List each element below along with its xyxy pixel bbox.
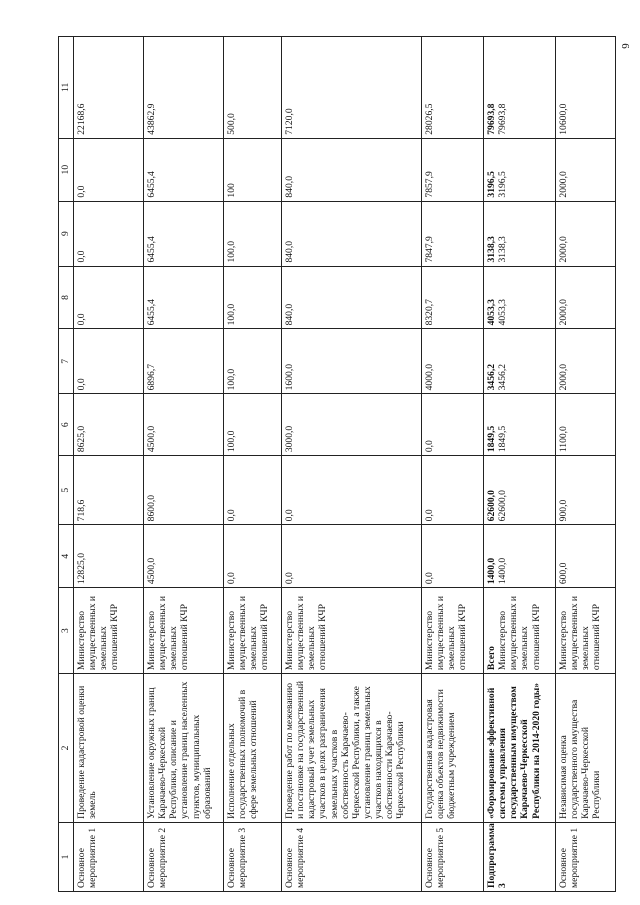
- funding-value: 22168,6: [74, 37, 144, 139]
- funding-value: 1600,0: [282, 329, 422, 394]
- funding-value: 840,0: [282, 201, 422, 266]
- funding-value: 2000,0: [556, 138, 616, 201]
- column-number: 5: [59, 456, 74, 525]
- table-row: [282, 37, 422, 892]
- activity-description: Независимая оценка государственного имущества Карачаево-Черкесской Республики: [556, 674, 616, 823]
- column-number: 9: [59, 201, 74, 266]
- activity-description: Проведение кадастровой оценки земель: [74, 674, 144, 823]
- activity-label: Основное мероприятие 4: [282, 822, 422, 891]
- budget-table: [58, 36, 616, 892]
- funding-value: 100: [224, 138, 282, 201]
- funding-value: 0,0: [282, 456, 422, 525]
- funding-value: 79693,8 79693,8: [484, 37, 556, 139]
- funding-value: 0,0: [422, 394, 484, 456]
- table-row: [484, 37, 556, 892]
- funding-value: 43862,9: [144, 37, 224, 139]
- table-row: [144, 37, 224, 892]
- activity-label: Основное мероприятие 5: [422, 822, 484, 891]
- activity-description: Проведение работ по межеванию и постановке на государственный кадастровый учет земельных участков в целях разграничения земельных участков в собственность Карачаево-Черкесской Республики, а также установление границ земельных участков находящихся в собственности Карачаево-Черкесской Республики: [282, 674, 422, 823]
- rotated-page: [58, 36, 610, 892]
- funding-value: 7857,9: [422, 138, 484, 201]
- funding-value: 2000,0: [556, 266, 616, 329]
- funding-value: 8625,0: [74, 394, 144, 456]
- funding-value: 6455,4: [144, 138, 224, 201]
- column-number: 8: [59, 266, 74, 329]
- funding-value: 840,0: [282, 138, 422, 201]
- column-number: 3: [59, 588, 74, 674]
- activity-label: Подпрограмма 3: [484, 822, 556, 891]
- table-row: [422, 37, 484, 892]
- activity-label: Основное мероприятие 1: [556, 822, 616, 891]
- column-number: 7: [59, 329, 74, 394]
- funding-value: 2000,0: [556, 201, 616, 266]
- funding-value: 1400,0 1400,0: [484, 525, 556, 588]
- funding-value: 7120,0: [282, 37, 422, 139]
- responsible-executor: Министерство имущественных и земельных отношений КЧР: [74, 588, 144, 674]
- funding-value: 100,0: [224, 201, 282, 266]
- funding-value: 0,0: [422, 456, 484, 525]
- funding-value: 0,0: [224, 525, 282, 588]
- column-number: 6: [59, 394, 74, 456]
- activity-description: «Формирование эффективной системы управления государственным имуществом Карачаево-Черкесской Республики на 2014-2020 годы»: [484, 674, 556, 823]
- funding-value: 6455,4: [144, 266, 224, 329]
- responsible-executor: Министерство имущественных и земельных отношений КЧР: [422, 588, 484, 674]
- funding-value: 0,0: [74, 138, 144, 201]
- table-row: [224, 37, 282, 892]
- responsible-executor: Всего Министерство имущественных и земельных отношений КЧР: [484, 588, 556, 674]
- funding-value: 62600,0 62600,0: [484, 456, 556, 525]
- activity-description: Исполнение отдельных государственных полномочий в сфере земельных отношений: [224, 674, 282, 823]
- activity-label: Основное мероприятие 1: [74, 822, 144, 891]
- funding-value: 4000,0: [422, 329, 484, 394]
- funding-value: 0,0: [422, 525, 484, 588]
- funding-value: 8600,0: [144, 456, 224, 525]
- funding-value: 3456,2 3456,2: [484, 329, 556, 394]
- activity-description: Установление окружных границ Карачаево-Черкесской Республики, описание и установление границ населенных пунктов, муниципальных образований: [144, 674, 224, 823]
- funding-value: 0,0: [74, 266, 144, 329]
- column-number: 11: [59, 37, 74, 139]
- funding-value: 1100,0: [556, 394, 616, 456]
- funding-value: 100,0: [224, 394, 282, 456]
- column-number: 4: [59, 525, 74, 588]
- responsible-executor: Министерство имущественных и земельных отношений КЧР: [556, 588, 616, 674]
- funding-value: 3000,0: [282, 394, 422, 456]
- funding-value: 0,0: [282, 525, 422, 588]
- responsible-executor: Министерство имущественных и земельных отношений КЧР: [224, 588, 282, 674]
- responsible-executor: Министерство имущественных и земельных отношений КЧР: [144, 588, 224, 674]
- funding-value: 600,0: [556, 525, 616, 588]
- funding-value: 6455,4: [144, 201, 224, 266]
- funding-value: 4500,0: [144, 525, 224, 588]
- header-row: [59, 37, 74, 892]
- funding-value: 3196,5 3196,5: [484, 138, 556, 201]
- funding-value: 2000,0: [556, 329, 616, 394]
- column-number: 2: [59, 674, 74, 823]
- column-number: 1: [59, 822, 74, 891]
- funding-value: 4053,3 4053,3: [484, 266, 556, 329]
- funding-value: 0,0: [224, 456, 282, 525]
- funding-value: 12825,0: [74, 525, 144, 588]
- funding-value: 1849,5 1849,5: [484, 394, 556, 456]
- funding-value: 0,0: [74, 329, 144, 394]
- funding-value: 3138,3 3138,3: [484, 201, 556, 266]
- table-row: [556, 37, 616, 892]
- funding-value: 900,0: [556, 456, 616, 525]
- funding-value: 0,0: [74, 201, 144, 266]
- funding-value: 4500,0: [144, 394, 224, 456]
- activity-label: Основное мероприятие 2: [144, 822, 224, 891]
- column-number: 10: [59, 138, 74, 201]
- funding-value: 8320,7: [422, 266, 484, 329]
- funding-value: 100,0: [224, 266, 282, 329]
- funding-value: 718,6: [74, 456, 144, 525]
- funding-value: 10600,0: [556, 37, 616, 139]
- funding-value: 7847,9: [422, 201, 484, 266]
- responsible-executor: Министерство имущественных и земельных отношений КЧР: [282, 588, 422, 674]
- funding-value: 6896,7: [144, 329, 224, 394]
- activity-description: Государственная кадастровая оценка объектов недвижимости бюджетным учреждением: [422, 674, 484, 823]
- funding-value: 500,0: [224, 37, 282, 139]
- table-row: [74, 37, 144, 892]
- funding-value: 840,0: [282, 266, 422, 329]
- activity-label: Основное мероприятие 3: [224, 822, 282, 891]
- funding-value: 28026,5: [422, 37, 484, 139]
- funding-value: 100,0: [224, 329, 282, 394]
- page-number: 6: [618, 43, 631, 49]
